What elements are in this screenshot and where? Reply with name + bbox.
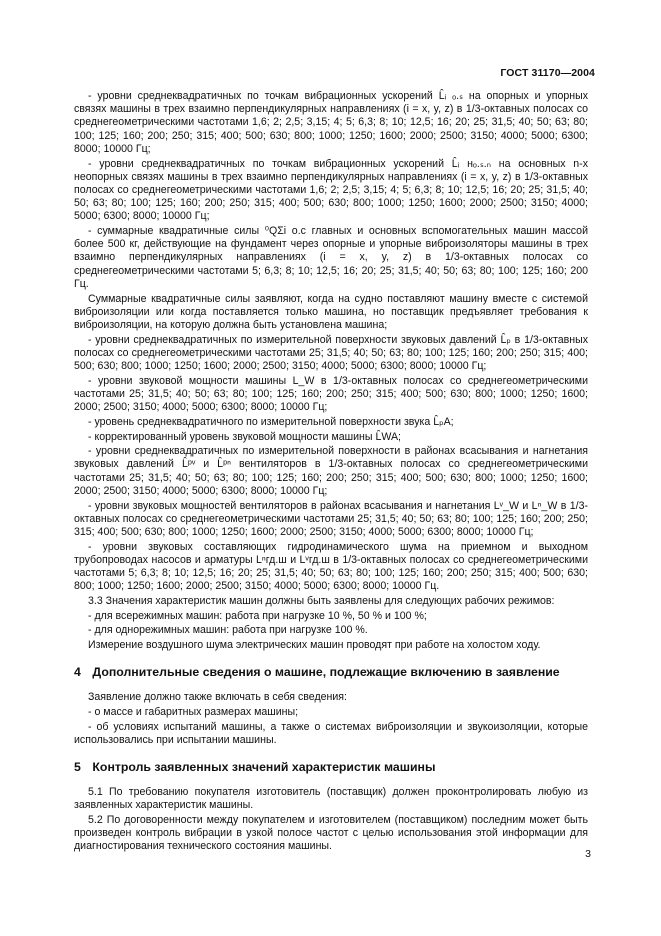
paragraph: 5.1 По требованию покупателя изготовитель (поставщик) должен проконтролировать любую из заявленных характеристик машины. [74, 786, 588, 812]
paragraph: - уровни среднеквадратичных по измерительной поверхности звуковых давлений L̂ₚ в 1/3-октавных полосах со среднегеометрическими частотами 25; 31,5; 40; 50; 63; 80; 100; 125; 160; 200; 250; 315; 400; 500; 630; 800; 1000; 1250; 1600; 2000; 2500; 3150; 4000; 5000; 6300; 8000; 10000 Гц; [74, 333, 588, 373]
paragraph: 3.3 Значения характеристик машин должны быть заявлены для следующих рабочих режимов: [88, 595, 555, 608]
page-number: 3 [585, 848, 591, 860]
paragraph: - для всережимных машин: работа при нагрузке 10 %, 50 % и 100 %; [88, 609, 427, 622]
standard-header: ГОСТ 31170—2004 [500, 67, 595, 79]
paragraph: 5.2 По договоренности между покупателем и изготовителем (поставщиком) последним может быть произведен контроль вибрации в узкой полосе частот с целью использования этой информации для диагностирования технического состояния машины. [74, 814, 588, 853]
section-heading [74, 760, 588, 775]
paragraph: - уровень среднеквадратичного по измерительной поверхности звука L̂ₚA; [88, 415, 454, 428]
paragraph: - суммарные квадратичные силы ⁰QΣi о.с главных и основных вспомогательных машин массой более 500 кг, действующие на фундамент через опорные и упорные виброизоляторы машины в трех взаимно перпендикулярных направлениях (i = x, y, z) в 1/3-октавных полосах со среднегеометрическими частотами 5; 6,3; 8; 10; 12,5; 16; 20; 25; 31,5; 40; 50; 63; 80; 100; 125; 160; 200 Гц. [74, 225, 588, 290]
paragraph: - уровни среднеквадратичных по точкам вибрационных ускорений L̂ᵢ нₒ.ₛ.ₙ на основных n-х неопорных связях машины в трех взаимно перпендикулярных направлениях (i = x, y, z) в 1/3-октавных полосах со среднегеометрическими частотами 1,6; 2; 2,5; 3,15; 4; 5; 6,3; 8; 10; 12,5; 16; 20; 25; 31,5; 40; 50; 63; 80; 100; 125; 160; 200; 250; 315; 400; 500; 630; 800; 1000; 1250; 1600; 2000; 2500; 3150; 4000; 5000; 6300; 8000; 10000 Гц; [74, 157, 588, 223]
document-body [74, 90, 588, 855]
paragraph: - уровни звуковых мощностей вентиляторов в районах всасывания и нагнетания Lᵛ_W и Lⁿ_W в 1/3-октавных полосах со среднегеометрическими частотами 25; 31,5; 40; 50; 63; 80; 100; 125; 160; 200; 250; 315; 400; 500; 630; 800; 1000; 1250; 1600; 2000; 2500; 3150; 4000; 5000; 6300; 8000; 10000 Гц; [74, 499, 588, 538]
paragraph: Измерение воздушного шума электрических машин проводят при работе на холостом ходу. [88, 639, 541, 652]
paragraph: - о массе и габаритных размерах машины; [88, 706, 299, 719]
section-number: 4 [74, 665, 81, 680]
paragraph: - уровни звуковой мощности машины L_W в 1/3-октавных полосах со среднегеометрическими частотами 25; 31,5; 40; 50; 63; 80; 100; 125; 160; 200; 250; 315; 400; 500; 630; 800; 1000; 1250; 1600; 2000; 2500; 3150; 4000; 5000; 6300; 8000; 10000 Гц; [74, 374, 588, 414]
section-title: Контроль заявленных значений характеристик машины [92, 760, 436, 775]
paragraph: - об условиях испытаний машины, а также о системах виброизоляции и звукоизоляции, которые использовались при испытании машины. [74, 720, 588, 746]
paragraph: - корректированный уровень звуковой мощности машины L̂WA; [88, 430, 401, 443]
section-heading [74, 665, 588, 680]
paragraph: - уровни среднеквадратичных по точкам вибрационных ускорений L̂ᵢ ₒ.ₛ на опорных и упорных связях машины в трех взаимно перпендикулярных направлениях (i = x, y, z) в 1/3-октавных полосах со среднегеометрическими частотами 1,6; 2; 2,5; 3,15; 4; 5; 6,3; 8; 10; 12,5; 16; 20; 25; 31,5; 40; 50; 63; 80; 100; 125; 160; 200; 250; 315; 400; 500; 630; 800; 1000; 1250; 1600; 2000; 2500; 3150; 4000; 5000; 6300; 8000; 10000 Гц; [74, 90, 588, 155]
paragraph: Заявление должно также включать в себя сведения: [88, 691, 347, 704]
section-number: 5 [74, 760, 81, 775]
section-title: Дополнительные сведения о машине, подлежащие включению в заявление [92, 665, 560, 680]
paragraph: - уровни звуковых составляющих гидродинамического шума на приемном и выходном трубопроводах насосов и арматуры Lⁿгд.ш и Lᵛгд.ш в 1/3-октавных полосах со среднегеометрическими частотами 5; 6,3; 8; 10; 12,5; 16; 20; 25; 31,5; 40; 50; 63; 80; 100; 125; 160; 200; 250; 315; 400; 500; 630; 800; 1000; 1250; 1600; 2000; 2500; 3150; 4000; 5000; 6300; 8000; 10000 Гц. [74, 540, 588, 593]
paragraph: - для однорежимных машин: работа при нагрузке 100 %. [88, 624, 368, 637]
paragraph: - уровни среднеквадратичных по измерительной поверхности в районах всасывания и нагнетания звуковых давлений L̂ᵖᵛ и L̂ᵖⁿ вентиляторов в 1/3-октавных полосах со среднегеометрическими частотами 25; 31,5; 40; 50; 63; 80; 100; 125; 160; 200; 250; 315; 400; 500; 630; 800; 1000; 1250; 1600; 2000; 2500; 3150; 4000; 5000; 6300; 8000; 10000 Гц; [74, 445, 588, 497]
paragraph: Суммарные квадратичные силы заявляют, когда на судно поставляют машину вместе с системой виброизоляции или когда поставляется только машина, но поставщик предъявляет требования к виброизоляции, на которую должна быть установлена машина; [74, 292, 588, 331]
